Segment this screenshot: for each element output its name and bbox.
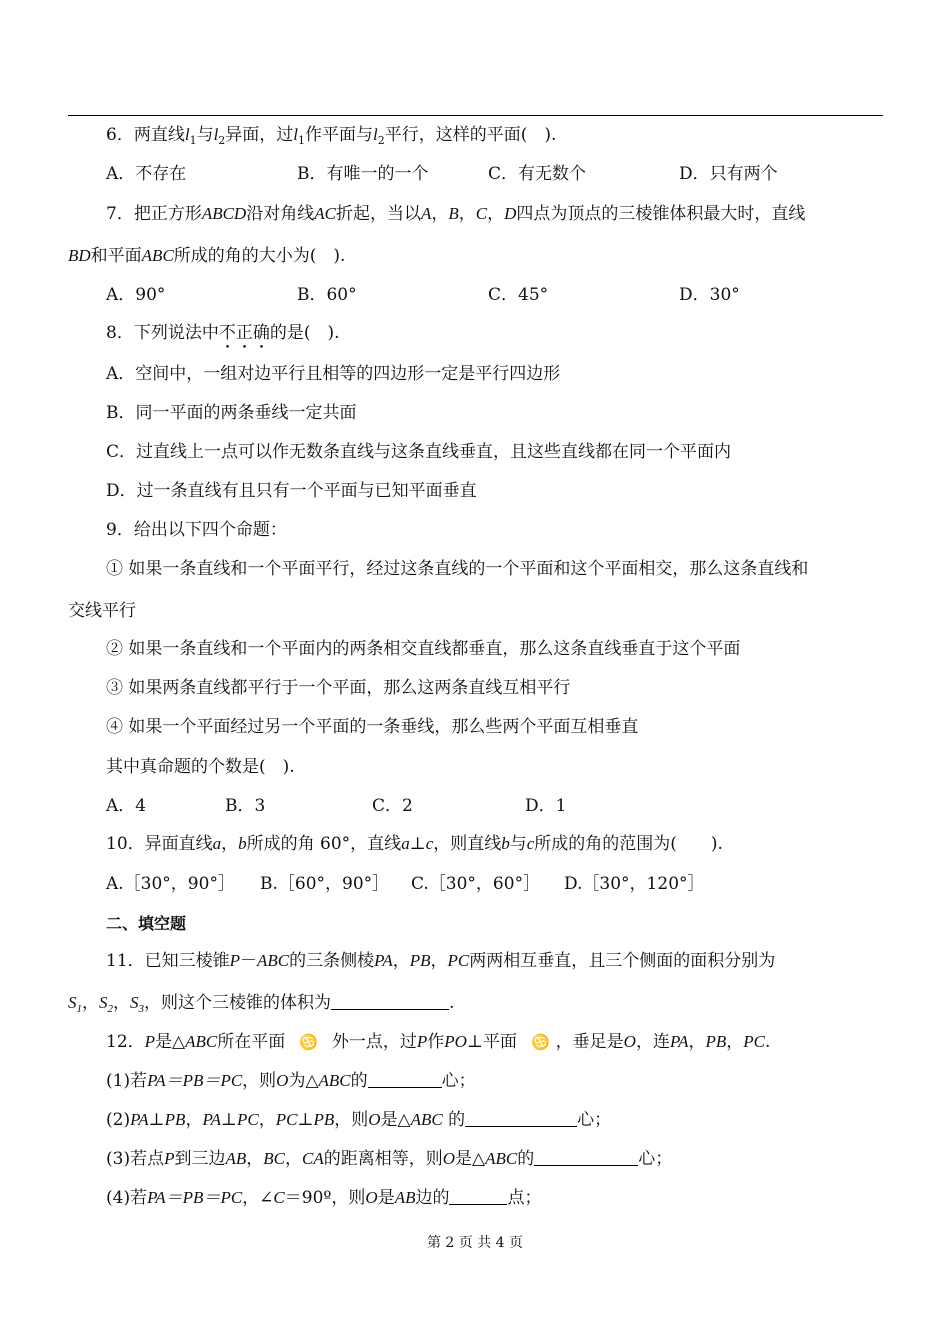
sub: 1	[189, 134, 197, 147]
q9-statement-2: ② 如果一条直线和一个平面内的两条相交直线都垂直，那么这条直线垂直于这个平面	[106, 639, 741, 659]
var: AB	[225, 1149, 247, 1168]
text: 心；	[441, 1071, 476, 1091]
text: ，连	[635, 1032, 670, 1052]
var: PA	[202, 1110, 222, 1129]
text: ，	[392, 951, 410, 971]
text: 是△	[455, 1149, 486, 1169]
var: PB	[409, 951, 431, 970]
var: O	[368, 1110, 381, 1129]
var: O	[442, 1149, 456, 1168]
text: 6．两直线	[106, 125, 185, 145]
sub: 1	[76, 1003, 82, 1015]
text: 为△	[288, 1071, 319, 1091]
text: 心；	[638, 1149, 673, 1169]
text: 是△	[155, 1032, 186, 1052]
text: 10．异面直线	[106, 834, 213, 854]
text: 所成的角的范围为( ).	[534, 834, 723, 854]
text: .	[449, 993, 455, 1013]
var: PO	[444, 1032, 467, 1051]
var: B	[448, 204, 459, 223]
q10-option-a: A.［30°，90°］	[106, 874, 235, 894]
var: PA	[374, 951, 393, 970]
q12-part-3	[106, 1148, 672, 1170]
q12-part-4	[106, 1187, 541, 1209]
q6-option-c: C．有无数个	[488, 164, 587, 184]
var: AB	[394, 1188, 416, 1207]
text: 的	[517, 1149, 535, 1169]
var: PA＝PB＝PC	[147, 1071, 243, 1090]
var: PB	[313, 1110, 335, 1129]
sub: 3	[138, 1003, 144, 1015]
q9-statement-1: ① 如果一条直线和一个平面平行，经过这条直线的一个平面和这个平面相交，那么这条直线和	[106, 559, 809, 579]
answer-blank	[331, 992, 449, 1010]
q7-option-d: D．30°	[679, 285, 740, 305]
text: 11．已知三棱锥	[106, 951, 230, 971]
q10-option-b: B.［60°，90°］	[260, 874, 390, 894]
text: 和平面	[90, 246, 142, 266]
text: ，	[258, 1110, 276, 1130]
q7-option-c: C．45°	[488, 285, 549, 305]
text: ，	[726, 1032, 744, 1052]
header-rule	[68, 115, 883, 116]
question-11-line1	[106, 950, 775, 972]
var: O	[276, 1071, 289, 1090]
var: PC	[237, 1110, 259, 1129]
question-9-stem: 9．给出以下四个命题：	[106, 520, 287, 540]
var: AC	[314, 204, 336, 223]
q12-part-2	[106, 1109, 611, 1131]
var: ABC	[257, 951, 290, 970]
q6-option-b: B．有唯一的一个	[297, 164, 429, 184]
var: PC	[447, 951, 470, 970]
var: PB	[164, 1110, 186, 1129]
text: 8．下列说法中	[106, 323, 219, 343]
text: 是	[377, 1188, 395, 1208]
question-6-stem	[106, 124, 556, 152]
var: PB	[705, 1032, 727, 1051]
var: PA＝PB＝PC	[147, 1188, 243, 1207]
var: P	[229, 951, 241, 970]
q7-option-a: A．90°	[106, 285, 166, 305]
var: l	[213, 125, 219, 144]
sub: 1	[298, 134, 306, 147]
var: P	[164, 1149, 175, 1168]
q9-option-b: B．3	[225, 796, 266, 816]
sub: 2	[218, 134, 226, 147]
answer-blank	[449, 1187, 507, 1205]
answer-blank	[368, 1070, 442, 1088]
plane-symbol-icon: ♋	[530, 1033, 550, 1051]
q9-ask: 其中真命题的个数是( ).	[106, 757, 295, 777]
plane-symbol-icon: ♋	[299, 1033, 318, 1051]
q9-option-c: C．2	[372, 796, 413, 816]
q9-statement-4: ④ 如果一个平面经过另一个平面的一条垂线，那么些两个平面互相垂直	[106, 717, 639, 737]
q9-option-d: D．1	[525, 796, 567, 816]
var: PC	[743, 1032, 766, 1051]
text: 到三边	[174, 1149, 226, 1169]
emphasis-text: 不正确	[218, 323, 270, 343]
text: 折起，当以	[335, 204, 421, 224]
var: ABC	[185, 1032, 218, 1051]
question-7-stem-line1	[106, 203, 805, 225]
text: 边的	[415, 1188, 450, 1208]
var: PA	[669, 1032, 689, 1051]
text: ，	[688, 1032, 706, 1052]
var: O	[623, 1032, 636, 1051]
q8-option-d: D．过一条直线有且只有一个平面与已知平面垂直	[106, 481, 477, 501]
var: S	[99, 993, 108, 1012]
text: .	[765, 1032, 771, 1052]
var: ABCD	[201, 204, 247, 223]
q10-option-d: D.［30°，120°］	[564, 874, 705, 894]
section-heading-fill-in: 二、填空题	[106, 914, 187, 933]
var: P	[144, 1032, 156, 1051]
var: PC	[275, 1110, 298, 1129]
text: ，垂足是	[555, 1032, 624, 1052]
question-7-stem-line2	[68, 245, 345, 267]
q8-option-c: C．过直线上一点可以作无数条直线与这条直线垂直，且这些直线都在同一个平面内	[106, 442, 732, 462]
q8-option-a: A．空间中，一组对边平行且相等的四边形一定是平行四边形	[106, 364, 561, 384]
var: b	[501, 834, 510, 853]
text: (3)若点	[106, 1149, 165, 1169]
var: S	[68, 993, 77, 1012]
text: ，	[113, 993, 130, 1013]
question-10-stem	[106, 833, 723, 855]
var: BD	[68, 246, 91, 265]
var: ABC	[318, 1071, 351, 1090]
q10-option-c: C.［30°，60°］	[411, 874, 541, 894]
text: ，	[221, 834, 239, 854]
var: ABC	[141, 246, 174, 265]
text: ，	[82, 993, 99, 1013]
var: l	[184, 125, 190, 144]
var: ABC	[410, 1110, 443, 1129]
text: ，	[185, 1110, 203, 1130]
text: 与	[509, 834, 527, 854]
text: ，则这个三棱锥的体积为	[144, 993, 331, 1013]
text: ＝90º，则	[284, 1188, 366, 1208]
text: 的	[350, 1071, 368, 1091]
text: 所成的角的大小为( ).	[173, 246, 346, 266]
text: 点；	[507, 1188, 542, 1208]
text: ，则直线	[433, 834, 502, 854]
var: c	[526, 834, 535, 853]
text: ⊥	[297, 1110, 314, 1130]
sub: 2	[107, 1003, 113, 1015]
var: ABC	[485, 1149, 518, 1168]
text: 心；	[577, 1110, 612, 1130]
q6-option-d: D．只有两个	[679, 164, 778, 184]
text: ⊥	[221, 1110, 238, 1130]
var: P	[416, 1032, 428, 1051]
text: 是△	[380, 1110, 411, 1130]
var: S	[130, 993, 139, 1012]
var: CA	[302, 1149, 324, 1168]
text: 平行，这样的平面( ).	[384, 125, 557, 145]
q9-statement-1-cont: 交线平行	[68, 601, 136, 621]
text: 的距离相等，则	[323, 1149, 443, 1169]
text: 所成的角 60°，直线	[246, 834, 402, 854]
q9-statement-3: ③ 如果两条直线都平行于一个平面，那么这两条直线互相平行	[106, 678, 571, 698]
text: 所在平面	[217, 1032, 286, 1052]
text: (1)若	[106, 1071, 148, 1091]
text: －	[240, 951, 258, 971]
text: ⊥	[409, 834, 426, 854]
q7-option-b: B．60°	[297, 285, 357, 305]
text: ，∠	[242, 1188, 274, 1208]
text: 外一点，过	[331, 1032, 417, 1052]
var: c	[425, 834, 434, 853]
text: 异面，过	[225, 125, 294, 145]
text: ，	[487, 204, 505, 224]
var: l	[293, 125, 299, 144]
var: a	[401, 834, 410, 853]
text: 12．	[106, 1032, 145, 1052]
var: l	[373, 125, 378, 144]
question-8-stem	[106, 322, 340, 353]
text: ，	[246, 1149, 264, 1169]
text: 的三条侧棱	[289, 951, 375, 971]
var: BC	[263, 1149, 285, 1168]
var: D	[504, 204, 517, 223]
text: ，则	[334, 1110, 369, 1130]
q6-option-a: A．不存在	[106, 164, 187, 184]
q8-option-b: B．同一平面的两条垂线一定共面	[106, 403, 357, 423]
text: (4)若	[106, 1188, 148, 1208]
var: C	[475, 204, 488, 223]
text: 四点为顶点的三棱锥体积最大时，直线	[516, 204, 806, 224]
text: 沿对角线	[246, 204, 315, 224]
page-footer: 第 2 页 共 4 页	[426, 1235, 524, 1251]
var: O	[365, 1188, 378, 1207]
text: (2)	[106, 1110, 131, 1130]
text: 与	[196, 125, 214, 145]
text: 作平面与	[305, 125, 374, 145]
var: C	[273, 1188, 285, 1207]
question-11-line2	[68, 992, 454, 1020]
q9-option-a: A．4	[106, 796, 147, 816]
text: ，则	[242, 1071, 277, 1091]
text: 7．把正方形	[106, 204, 202, 224]
text: ，	[430, 951, 448, 971]
text: ，	[285, 1149, 302, 1169]
var: A	[420, 204, 432, 223]
var: PA	[130, 1110, 149, 1129]
text: 两两相互垂直，且三个侧面的面积分别为	[469, 951, 776, 971]
text: 作	[427, 1032, 445, 1052]
text: ⊥	[148, 1110, 165, 1130]
text: 的	[442, 1110, 466, 1130]
answer-blank	[534, 1148, 638, 1166]
text: 的是( ).	[269, 323, 340, 343]
var: a	[212, 834, 222, 853]
text: ，	[431, 204, 449, 224]
question-12-stem	[106, 1031, 770, 1053]
q12-part-1	[106, 1070, 476, 1092]
var: b	[238, 834, 247, 853]
text: ⊥平面	[466, 1032, 517, 1052]
answer-blank	[465, 1109, 577, 1127]
text: ，	[458, 204, 476, 224]
sub: 2	[377, 134, 385, 147]
